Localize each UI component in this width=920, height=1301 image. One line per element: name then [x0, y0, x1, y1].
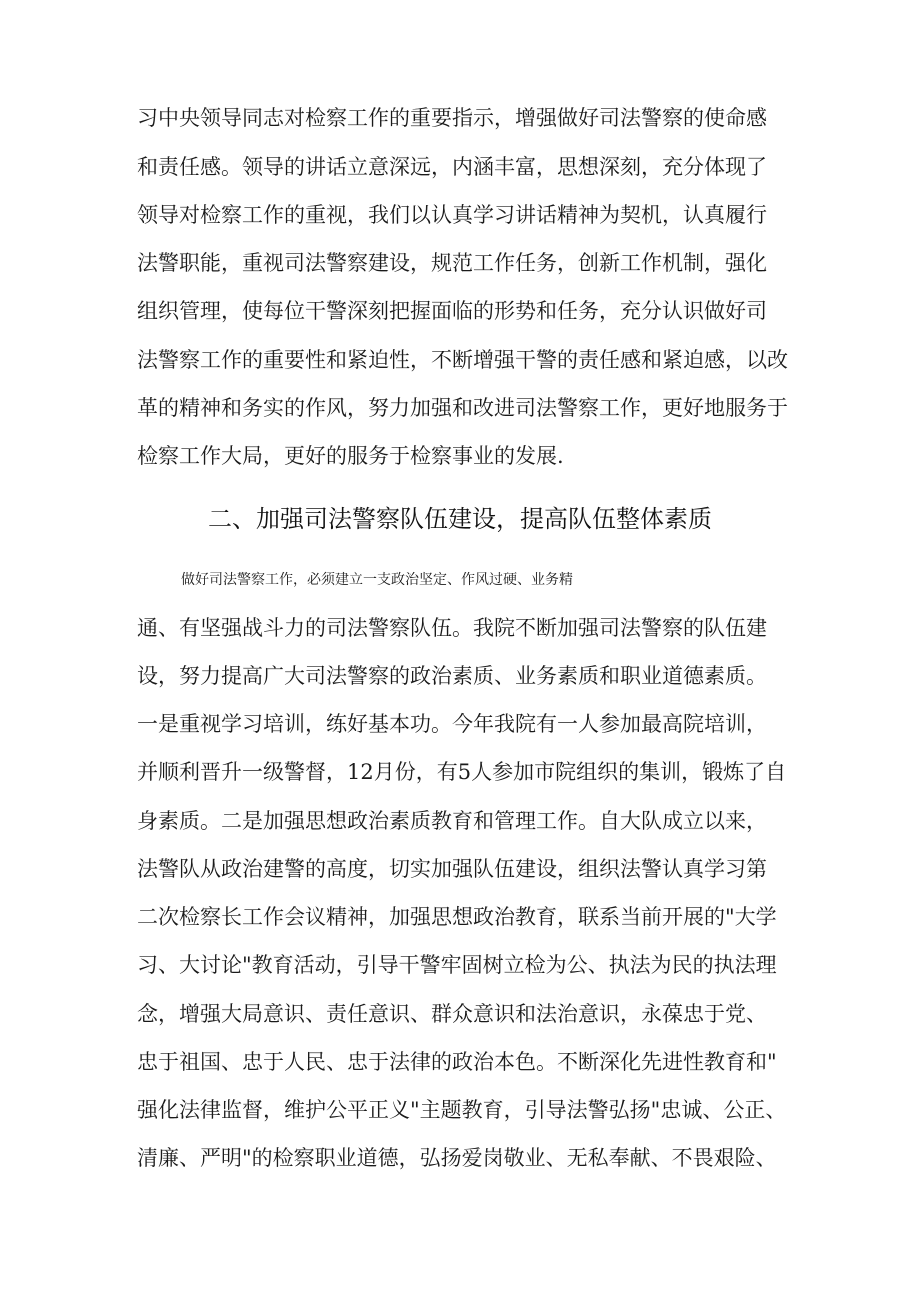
paragraph1-line-8: 检察工作大局，更好的服务于检察事业的发展. — [137, 444, 564, 468]
section2-line-10: 念，增强大局意识、责任意识、群众意识和法治意识，永葆忠于党、 — [137, 1002, 767, 1026]
paragraph1-line-3: 领导对检察工作的重视，我们以认真学习讲话精神为契机，认真履行 — [137, 203, 767, 227]
paragraph1-line-1: 习中央领导同志对检察工作的重要指示，增强做好司法警察的使命感 — [137, 106, 767, 130]
section2-line-6: 身素质。二是加强思想政治素质教育和管理工作。自大队成立以来， — [137, 809, 767, 833]
section2-line-9: 习、大讨论"教育活动，引导干警牢固树立检为公、执法为民的执法理 — [137, 953, 777, 977]
section2-heading: 二、加强司法警察队伍建设，提高队伍整体素质 — [208, 505, 712, 533]
paragraph1-line-2: 和责任感。领导的讲话立意深远，内涵丰富，思想深刻，充分体现了 — [137, 155, 767, 179]
section2-line-4: 一是重视学习培训，练好基本功。今年我院有一人参加最高院培训， — [137, 712, 767, 736]
paragraph1-line-4: 法警职能，重视司法警察建设，规范工作任务，创新工作机制，强化 — [137, 251, 767, 275]
paragraph1-line-5: 组织管理，使每位干警深刻把握面临的形势和任务，充分认识做好司 — [137, 299, 767, 323]
section2-line-13: 清廉、严明"的检察职业道德，弘扬爱岗敬业、无私奉献、不畏艰险、 — [137, 1146, 777, 1170]
section2-line-8: 二次检察长工作会议精神，加强思想政治教育，联系当前开展的"大学 — [137, 905, 777, 929]
section2-line-11: 忠于祖国、忠于人民、忠于法律的政治本色。不断深化先进性教育和" — [137, 1050, 777, 1074]
section2-line-1: 做好司法警察工作，必须建立一支政治坚定、作风过硬、业务精 — [181, 572, 573, 588]
paragraph1-line-6: 法警察工作的重要性和紧迫性，不断增强干警的责任感和紧迫感，以改 — [137, 348, 788, 372]
section2-line-7: 法警队从政治建警的高度，切实加强队伍建设，组织法警认真学习第 — [137, 857, 767, 881]
section2-line-5: 并顺利晋升一级警督，12月份，有5人参加市院组织的集训，锻炼了自 — [137, 760, 787, 784]
section2-line-2: 通、有坚强战斗力的司法警察队伍。我院不断加强司法警察的队伍建 — [137, 616, 767, 640]
section2-line-3: 设，努力提高广大司法警察的政治素质、业务素质和职业道德素质。 — [137, 664, 767, 688]
paragraph1-line-7: 革的精神和务实的作风，努力加强和改进司法警察工作，更好地服务于 — [137, 396, 788, 420]
section2-line-12: 强化法律监督，维护公平正义"主题教育，引导法警弘扬"忠诚、公正、 — [137, 1098, 787, 1122]
